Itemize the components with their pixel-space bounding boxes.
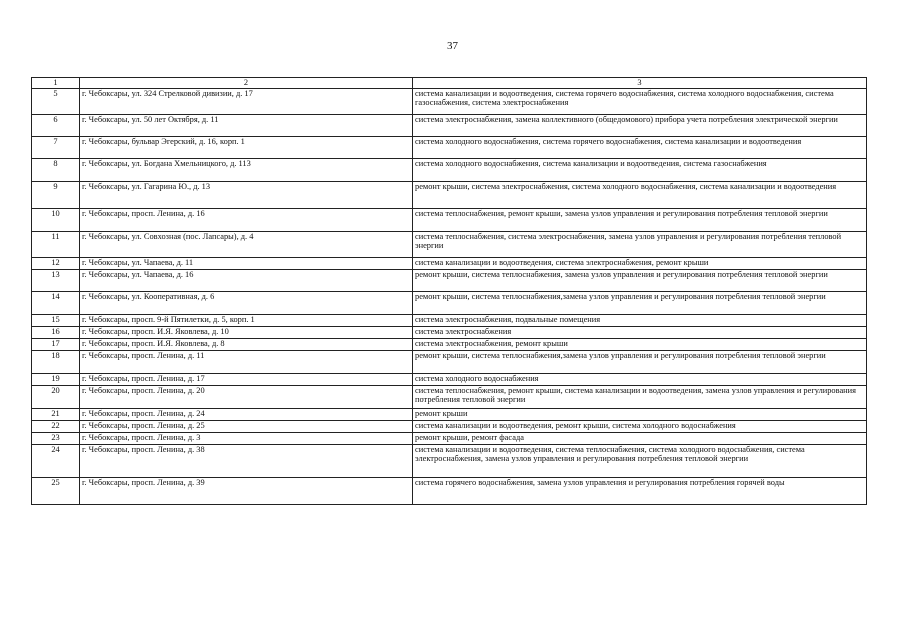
works-cell: система канализации и водоотведения, система теплоснабжения, система холодного водоснабжения, система электроснабжения, замена узлов управления и регулирования потребления тепловой энергии <box>413 444 867 477</box>
row-number-cell: 16 <box>32 326 80 338</box>
row-number-cell: 23 <box>32 432 80 444</box>
row-number-cell: 20 <box>32 385 80 408</box>
row-number-cell: 14 <box>32 291 80 314</box>
table-row <box>32 373 867 385</box>
works-cell: система электроснабжения, ремонт крыши <box>413 338 867 350</box>
works-cell: ремонт крыши, система теплоснабжения,замена узлов управления и регулирования потребления тепловой энергии <box>413 350 867 373</box>
row-number-cell: 24 <box>32 444 80 477</box>
address-cell: г. Чебоксары, просп. 9-й Пятилетки, д. 5, корп. 1 <box>80 314 413 326</box>
table-row <box>32 88 867 114</box>
works-cell: система электроснабжения <box>413 326 867 338</box>
works-cell: система электроснабжения, подвальные помещения <box>413 314 867 326</box>
address-cell: г. Чебоксары, просп. Ленина, д. 11 <box>80 350 413 373</box>
address-cell: г. Чебоксары, ул. Чапаева, д. 16 <box>80 269 413 291</box>
address-cell: г. Чебоксары, ул. Кооперативная, д. 6 <box>80 291 413 314</box>
works-cell: ремонт крыши <box>413 408 867 420</box>
address-cell: г. Чебоксары, ул. Гагарина Ю., д. 13 <box>80 181 413 208</box>
table-row <box>32 350 867 373</box>
row-number-cell: 22 <box>32 420 80 432</box>
table-row <box>32 231 867 257</box>
table-row <box>32 408 867 420</box>
row-number-cell: 25 <box>32 477 80 504</box>
table-row <box>32 257 867 269</box>
address-cell: г. Чебоксары, ул. Богдана Хмельницкого, д. 113 <box>80 158 413 181</box>
works-cell: система электроснабжения, замена коллективного (общедомового) прибора учета потребления электрической энергии <box>413 114 867 136</box>
table-row <box>32 208 867 231</box>
table-row <box>32 444 867 477</box>
table-row <box>32 136 867 158</box>
address-cell: г. Чебоксары, просп. И.Я. Яковлева, д. 8 <box>80 338 413 350</box>
address-cell: г. Чебоксары, просп. Ленина, д. 3 <box>80 432 413 444</box>
address-cell: г. Чебоксары, просп. И.Я. Яковлева, д. 10 <box>80 326 413 338</box>
address-cell: г. Чебоксары, ул. 324 Стрелковой дивизии, д. 17 <box>80 88 413 114</box>
address-cell: г. Чебоксары, ул. 50 лет Октября, д. 11 <box>80 114 413 136</box>
column-number-3: 3 <box>413 78 867 89</box>
table-row <box>32 114 867 136</box>
page-number: 37 <box>447 40 458 52</box>
table-row <box>32 181 867 208</box>
table-row <box>32 314 867 326</box>
row-number-cell: 10 <box>32 208 80 231</box>
works-cell: ремонт крыши, система электроснабжения, система холодного водоснабжения, система канализации и водоотведения <box>413 181 867 208</box>
column-number-1: 1 <box>32 78 80 89</box>
row-number-cell: 11 <box>32 231 80 257</box>
table-row <box>32 432 867 444</box>
table-row <box>32 326 867 338</box>
address-cell: г. Чебоксары, просп. Ленина, д. 20 <box>80 385 413 408</box>
table-row <box>32 291 867 314</box>
address-cell: г. Чебоксары, просп. Ленина, д. 25 <box>80 420 413 432</box>
address-cell: г. Чебоксары, просп. Ленина, д. 38 <box>80 444 413 477</box>
works-cell: система теплоснабжения, ремонт крыши, замена узлов управления и регулирования потребления тепловой энергии <box>413 208 867 231</box>
row-number-cell: 7 <box>32 136 80 158</box>
works-cell: ремонт крыши, система теплоснабжения,замена узлов управления и регулирования потребления тепловой энергии <box>413 291 867 314</box>
works-cell: система канализации и водоотведения, система электроснабжения, ремонт крыши <box>413 257 867 269</box>
table-row <box>32 385 867 408</box>
address-cell: г. Чебоксары, просп. Ленина, д. 17 <box>80 373 413 385</box>
row-number-cell: 19 <box>32 373 80 385</box>
row-number-cell: 9 <box>32 181 80 208</box>
address-cell: г. Чебоксары, бульвар Эгерский, д. 16, корп. 1 <box>80 136 413 158</box>
row-number-cell: 6 <box>32 114 80 136</box>
table-row <box>32 158 867 181</box>
address-cell: г. Чебоксары, ул. Чапаева, д. 11 <box>80 257 413 269</box>
table-row <box>32 420 867 432</box>
row-number-cell: 13 <box>32 269 80 291</box>
column-number-2: 2 <box>80 78 413 89</box>
works-cell: система холодного водоснабжения <box>413 373 867 385</box>
works-cell: ремонт крыши, ремонт фасада <box>413 432 867 444</box>
works-cell: система теплоснабжения, система электроснабжения, замена узлов управления и регулирования потребления тепловой энергии <box>413 231 867 257</box>
works-cell: система холодного водоснабжения, система горячего водоснабжения, система канализации и водоотведения <box>413 136 867 158</box>
works-cell: система канализации и водоотведения, система горячего водоснабжения, система холодного водоснабжения, система газоснабжения, система электроснабжения <box>413 88 867 114</box>
table-header-row <box>32 78 867 89</box>
works-cell: система горячего водоснабжения, замена узлов управления и регулирования потребления горячей воды <box>413 477 867 504</box>
address-cell: г. Чебоксары, просп. Ленина, д. 24 <box>80 408 413 420</box>
works-cell: система канализации и водоотведения, ремонт крыши, система холодного водоснабжения <box>413 420 867 432</box>
address-cell: г. Чебоксары, просп. Ленина, д. 39 <box>80 477 413 504</box>
row-number-cell: 8 <box>32 158 80 181</box>
buildings-table <box>31 77 867 505</box>
table-row <box>32 338 867 350</box>
table-row <box>32 269 867 291</box>
row-number-cell: 17 <box>32 338 80 350</box>
table-row <box>32 477 867 504</box>
works-cell: ремонт крыши, система теплоснабжения, замена узлов управления и регулирования потребления тепловой энергии <box>413 269 867 291</box>
works-cell: система теплоснабжения, ремонт крыши, система канализации и водоотведения, замена узлов управления и регулирования потребления тепловой энергии <box>413 385 867 408</box>
row-number-cell: 12 <box>32 257 80 269</box>
row-number-cell: 18 <box>32 350 80 373</box>
address-cell: г. Чебоксары, ул. Совхозная (пос. Лапсары), д. 4 <box>80 231 413 257</box>
address-cell: г. Чебоксары, просп. Ленина, д. 16 <box>80 208 413 231</box>
table-body <box>32 78 867 505</box>
works-cell: система холодного водоснабжения, система канализации и водоотведения, система газоснабжения <box>413 158 867 181</box>
row-number-cell: 21 <box>32 408 80 420</box>
row-number-cell: 15 <box>32 314 80 326</box>
row-number-cell: 5 <box>32 88 80 114</box>
